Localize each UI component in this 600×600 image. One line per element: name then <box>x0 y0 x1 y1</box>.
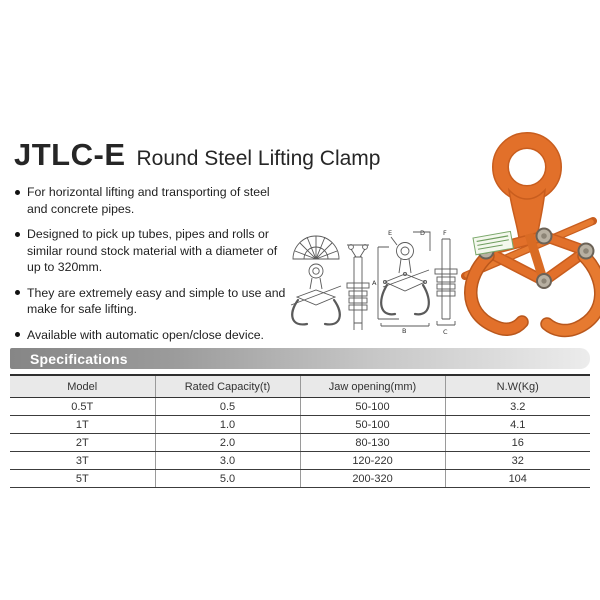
table-cell: 50-100 <box>300 416 445 434</box>
table-cell: 3T <box>10 452 155 470</box>
table-cell: 0.5 <box>155 398 300 416</box>
table-cell: 1.0 <box>155 416 300 434</box>
column-header-net-weight: N.W(Kg) <box>445 375 590 398</box>
feature-item: They are extremely easy and simple to use and make for safe lifting. <box>14 285 286 318</box>
dim-label-b: B <box>402 327 407 335</box>
feature-item: For horizontal lifting and transporting of steel and concrete pipes. <box>14 184 286 217</box>
table-row <box>10 452 590 470</box>
table-cell: 5.0 <box>155 470 300 488</box>
column-header-model: Model <box>10 375 155 398</box>
table-cell: 2.0 <box>155 434 300 452</box>
product-photo <box>452 124 600 340</box>
dim-label-f: F <box>443 229 447 237</box>
column-header-jaw-opening: Jaw opening(mm) <box>300 375 445 398</box>
table-cell: 80-130 <box>300 434 445 452</box>
table-cell: 3.2 <box>445 398 590 416</box>
table-row <box>10 470 590 488</box>
feature-item: Available with automatic open/close device. <box>14 327 286 344</box>
table-row <box>10 434 590 452</box>
drawing-side-view <box>347 245 369 330</box>
table-cell: 4.1 <box>445 416 590 434</box>
page-title <box>14 137 380 173</box>
dim-label-c: C <box>443 328 448 336</box>
table-cell: 16 <box>445 434 590 452</box>
table-cell: 5T <box>10 470 155 488</box>
product-model: JTLC-E <box>14 137 126 172</box>
clamp-illustration <box>465 141 600 331</box>
product-name: Round Steel Lifting Clamp <box>136 147 381 170</box>
table-row <box>10 398 590 416</box>
table-cell: 3.0 <box>155 452 300 470</box>
technical-drawing <box>283 221 460 338</box>
table-cell: 2T <box>10 434 155 452</box>
dim-label-a: A <box>372 279 377 287</box>
product-sticker <box>473 231 513 254</box>
table-cell: 50-100 <box>300 398 445 416</box>
dim-label-e: E <box>388 229 393 237</box>
table-cell: 104 <box>445 470 590 488</box>
table-row <box>10 416 590 434</box>
table-cell: 0.5T <box>10 398 155 416</box>
drawing-front-view <box>291 236 341 324</box>
specifications-section-header <box>10 348 590 369</box>
table-cell: 32 <box>445 452 590 470</box>
specifications-table <box>10 374 590 488</box>
column-header-capacity: Rated Capacity(t) <box>155 375 300 398</box>
dim-label-d: D <box>420 229 426 237</box>
feature-list <box>14 184 286 352</box>
table-header-row <box>10 375 590 398</box>
specifications-label: Specifications <box>30 350 128 367</box>
table-cell: 120-220 <box>300 452 445 470</box>
table-cell: 200-320 <box>300 470 445 488</box>
table-cell: 1T <box>10 416 155 434</box>
drawing-dimension-view <box>372 229 430 335</box>
feature-item: Designed to pick up tubes, pipes and rolls or similar round stock material with a diameter of up to 320mm. <box>14 226 286 276</box>
